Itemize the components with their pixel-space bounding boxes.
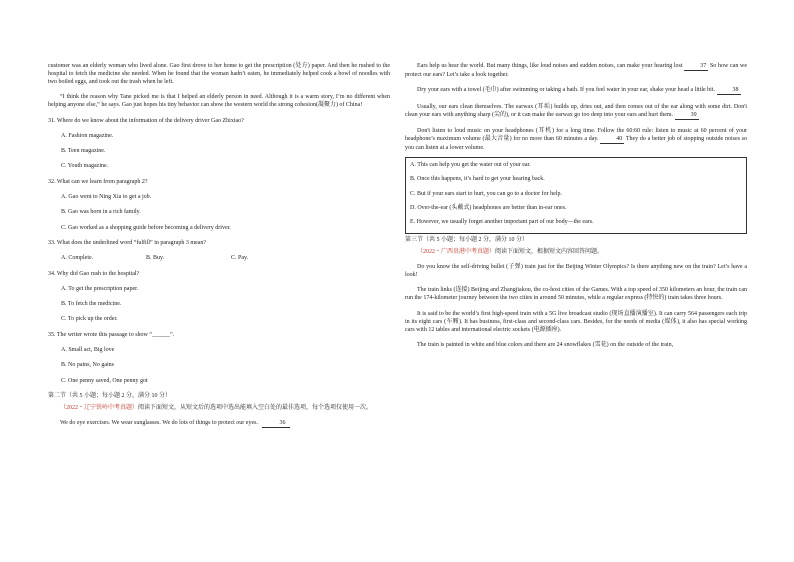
paragraph-text: Don't listen to loud music on your headphones (耳机) for a long time. Follow the 60:60 rule: listen to music at 60 percent of your headphone’s maximum volume (最大音量) for no more than 60 minutes a day. xyxy=(405,127,747,142)
passage-paragraph: It is said to be the world’s first high-speed train with a 5G live broadcast studio (现场直播演播室). It can carry 564 passengers each trip in its eight cars (车厢). It has business, first-class and second-class cars. Besides, for the needs of media (媒体), it also has special working cars with 12 tables and international electric sockets (电源插座). xyxy=(405,310,747,333)
option-a: A. This can help you get the water out of your ear. xyxy=(410,162,531,169)
paragraph-text: Usually, our ears clean themselves. The earwax (耳垢) builds up, dries out, and then comes out of the ear along with some dirt. Don't clean your ears with anything sharp (尖的), or it can make the earwax go too deep into your ears and hurt them. xyxy=(405,103,747,118)
passage-paragraph xyxy=(405,86,747,95)
option-e: E. However, we usually forget another important part of our body—the ears. xyxy=(410,219,594,226)
passage-opening xyxy=(48,419,390,428)
section-2-instructions xyxy=(48,404,390,412)
option-31-b: B. Teen magazine. xyxy=(61,148,106,155)
section-2-title: 第二节（共 5 小题；每小题 2 分，满分 10 分） xyxy=(48,392,172,399)
section-3-instructions xyxy=(405,248,747,256)
right-column xyxy=(405,62,747,356)
blank-36: 36 xyxy=(262,419,290,428)
question-35: 35. The writer wrote this passage to show “______”. xyxy=(48,331,175,338)
blank-38: 38 xyxy=(717,86,741,95)
question-32: 32. What can we learn from paragraph 2? xyxy=(48,178,148,185)
passage-paragraph: The train links (连接) Beijing and Zhangjiakou, the co-host cities of the Games. With a top speed of 350 kilometers an hour, the train can run the 174-kilometer journey between the two cities in around 50 minutes, while a regular express (特快的) train takes three hours. xyxy=(405,287,747,302)
option-35-a: A. Small act, Big love xyxy=(61,347,115,354)
passage-paragraph: customer was an elderly woman who lived alone. Gao first drove to her home to get the prescription (处方) paper. And then he rushed to the hospital to fetch the medicine she needed. When he found that the woman hadn’t eaten, he immediately helped cook a bowl of noodles with two boiled eggs, and took out the trash when he left. xyxy=(48,63,390,85)
blank-39: 39 xyxy=(675,111,699,120)
section-2-instruction-text: 阅读下面短文，从短文后的选项中选出能填入空白处的最佳选项，每个选项仅使用一次。 xyxy=(138,404,373,411)
paragraph-text: Dry your ears with a towel (毛巾) after swimming or taking a bath. If you feel water in your ear, shake your head a little bit. xyxy=(417,87,715,94)
passage-paragraph: “I think the reason why Tane picked me is that I helped an elderly person in need. Although it is a warm story, I’m no different when helping anyone else,” he says. Gao just hopes his tiny behavior can show the western world the strong cohesion(凝聚力) of China! xyxy=(48,94,390,109)
option-31-c: C. Youth magazine. xyxy=(61,163,109,170)
paragraph-text: They do a better job of stopping outside noises so you can listen at a lower volume. xyxy=(405,135,748,151)
section-3-title: 第三节（共 5 小题；每小题 2 分，满分 10 分） xyxy=(405,236,529,243)
question-33: 33. What does the underlined word “fulfill” in paragraph 3 mean? xyxy=(48,239,207,246)
option-34-b: B. To fetch the medicine. xyxy=(61,301,122,308)
left-column xyxy=(48,62,390,436)
option-35-b: B. No pains, No gains xyxy=(61,362,114,369)
options-33 xyxy=(48,254,390,262)
passage-paragraph xyxy=(405,103,747,120)
option-34-a: A. To get the prescription paper. xyxy=(61,285,139,292)
passage-paragraph: Do you know the self-driving bullet (子弹) train just for the Beijing Winter Olympics? Is there anything new on the train? Let’s have a look! xyxy=(405,263,747,278)
option-b: B. Once this happens, it’s hard to get your hearing back. xyxy=(410,176,545,183)
option-32-a: A. Gao went to Ning Xia to get a job. xyxy=(61,194,152,201)
question-31: 31. Where do we know about the information of the delivery driver Gao Zhixiao? xyxy=(48,117,244,124)
question-34: 34. Why did Gao rush to the hospital? xyxy=(48,270,140,277)
option-32-b: B. Gao was born in a rich family. xyxy=(61,209,141,216)
option-35-c: C. One penny saved, One penny got xyxy=(61,377,148,384)
option-33-a: A. Complete. xyxy=(61,255,94,262)
passage-paragraph xyxy=(405,62,747,79)
paragraph-text: Ears help us hear the world. But many things, like loud noises and sudden noises, can make your hearing lost xyxy=(417,63,683,69)
section-3-instruction-text: 阅读下面短文，根据短文内容回答问题。 xyxy=(495,248,604,255)
passage-paragraph xyxy=(405,127,747,152)
blank-37: 37 xyxy=(684,62,708,71)
section-2-source: （2022・辽宁铁岭中考真题） xyxy=(60,404,139,411)
option-33-c: C. Pay. xyxy=(231,255,249,262)
option-32-c: C. Gao worked as a shopping guide before becoming a delivery driver. xyxy=(61,224,231,231)
option-d: D. Over-the-ear (头戴式) headphones are better than in-ear ones. xyxy=(410,205,567,212)
option-c: C. But if your ears start to hurt, you can go to a doctor for help. xyxy=(410,190,562,197)
option-33-b: B. Buy. xyxy=(146,255,165,262)
passage-paragraph: The train is painted in white and blue colors and there are 24 snowflakes (雪花) on the outside of the train, xyxy=(417,341,674,348)
option-31-a: A. Fashion magazine. xyxy=(61,132,114,139)
option-34-c: C. To pick up the order. xyxy=(61,316,118,323)
options-box xyxy=(405,157,747,233)
passage-opening-text: We do eye exercises. We wear sunglasses. We do lots of things to protect our eyes. xyxy=(60,420,258,427)
section-3-source: （2022・广西贵港中考真题） xyxy=(417,248,496,255)
paragraph-text: So how can we protect our ears? Let’s take a look together. xyxy=(405,63,748,78)
blank-40: 40 xyxy=(600,135,624,144)
